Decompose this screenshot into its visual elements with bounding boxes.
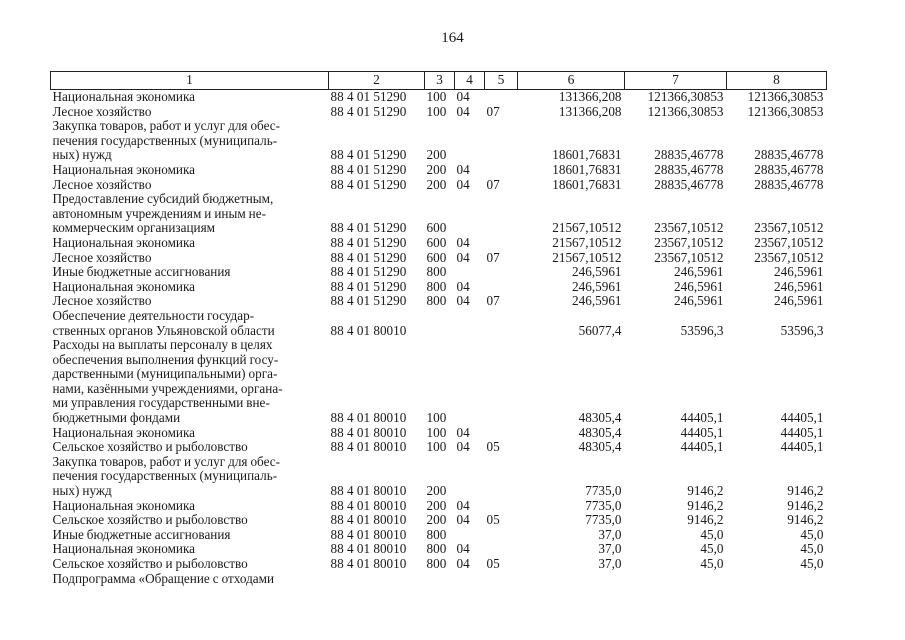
cell-amount-col7: 28835,46778 (654, 176, 724, 192)
cell-subsection (485, 236, 518, 251)
budget-table (50, 71, 827, 586)
item-name-line: Национальная экономика (52, 497, 196, 513)
cell-amount-col8: 28835,46778 (754, 161, 824, 177)
cell-amount-col7: 23567,10512 (654, 234, 724, 250)
cell-expense-type: 200 (426, 147, 447, 163)
cell-section: 04 (456, 512, 470, 528)
item-name-line: Сельское хозяйство и рыболовство (52, 556, 248, 571)
cell-item-name (51, 440, 329, 455)
cell-expense-type: 100 (426, 410, 447, 426)
table-row (51, 280, 827, 295)
cell-amount-col7: 44405,1 (680, 439, 724, 455)
cell-section (455, 192, 485, 236)
column-header-1: 1 (51, 72, 329, 90)
item-name-line: Сельское хозяйство и рыболовство (52, 512, 248, 528)
cell-section (455, 309, 485, 338)
cell-expense-type: 100 (426, 424, 447, 440)
cell-subsection: 07 (486, 293, 500, 309)
cell-target-code: 88 4 01 51290 (330, 264, 407, 280)
cell-item-name (51, 294, 329, 309)
cell-amount-col6: 246,5961 (572, 264, 622, 280)
cell-amount-col6: 7735,0 (585, 483, 622, 499)
table-row (51, 105, 827, 120)
cell-subsection: 07 (486, 103, 500, 119)
cell-target-code: 88 4 01 51290 (330, 293, 407, 309)
cell-amount-col7: 9146,2 (687, 497, 724, 513)
table-row (51, 90, 827, 105)
table-row (51, 528, 827, 543)
cell-amount-col6: 37,0 (598, 526, 622, 542)
cell-subsection (485, 192, 518, 236)
cell-target-code: 88 4 01 80010 (330, 410, 407, 426)
cell-amount-col6: 56077,4 (578, 322, 622, 338)
cell-target-code: 88 4 01 80010 (330, 512, 407, 528)
table-row (51, 309, 827, 338)
cell-subsection: 05 (486, 512, 500, 528)
cell-amount-col7: 53596,3 (680, 322, 724, 338)
cell-amount-col7: 44405,1 (680, 424, 724, 440)
table-row (51, 426, 827, 441)
cell-amount-col7: 44405,1 (680, 410, 724, 426)
cell-section: 04 (456, 424, 470, 440)
item-name-line: Сельское хозяйство и рыболовство (52, 439, 248, 455)
item-name-line: печения государственных (муниципаль- (52, 468, 278, 484)
cell-amount-col6 (518, 572, 625, 587)
cell-expense-type: 200 (426, 176, 447, 192)
cell-item-name (51, 105, 329, 120)
cell-amount-col7: 28835,46778 (654, 147, 724, 163)
cell-section: 04 (456, 89, 470, 104)
cell-expense-type: 800 (426, 541, 447, 557)
cell-item-name (51, 499, 329, 514)
table-body (51, 90, 827, 587)
cell-item-name (51, 236, 329, 251)
cell-subsection: 07 (486, 249, 500, 265)
table-row (51, 440, 827, 455)
item-name-line: Лесное хозяйство (52, 249, 152, 265)
column-header-6: 6 (518, 72, 625, 90)
cell-target-code: 88 4 01 51290 (330, 147, 407, 163)
cell-amount-col7: 9146,2 (687, 483, 724, 499)
cell-subsection (485, 528, 518, 543)
cell-amount-col8: 44405,1 (780, 410, 824, 426)
cell-amount-col6: 131366,208 (558, 89, 622, 104)
cell-target-code: 88 4 01 51290 (330, 249, 407, 265)
cell-section: 04 (456, 439, 470, 455)
cell-item-name (51, 338, 329, 426)
cell-item-name (51, 251, 329, 266)
cell-expense-type: 800 (426, 526, 447, 542)
cell-item-name (51, 90, 329, 105)
cell-item-name (51, 528, 329, 543)
cell-subsection: 05 (486, 439, 500, 455)
cell-amount-col6: 18601,76831 (552, 176, 622, 192)
item-name-line: Национальная экономика (52, 161, 196, 177)
column-header-5: 5 (485, 72, 518, 90)
item-name-line: Национальная экономика (52, 278, 196, 294)
item-name-line: печения государственных (муниципаль- (52, 132, 278, 148)
cell-section: 04 (456, 103, 470, 119)
cell-expense-type: 200 (426, 161, 447, 177)
cell-amount-col8: 246,5961 (774, 264, 824, 280)
cell-item-name (51, 513, 329, 528)
cell-item-name (51, 542, 329, 557)
column-header-8: 8 (727, 72, 827, 90)
cell-section: 04 (456, 176, 470, 192)
cell-target-code: 88 4 01 80010 (330, 483, 407, 499)
table-row (51, 513, 827, 528)
cell-amount-col8: 44405,1 (780, 439, 824, 455)
cell-amount-col8: 9146,2 (787, 483, 824, 499)
cell-amount-col8: 28835,46778 (754, 147, 824, 163)
cell-section: 04 (456, 249, 470, 265)
cell-amount-col6: 21567,10512 (552, 234, 622, 250)
cell-amount-col8: 45,0 (800, 556, 824, 571)
cell-amount-col8: 23567,10512 (754, 220, 824, 236)
table-row (51, 499, 827, 514)
cell-expense-type: 200 (426, 483, 447, 499)
page-number: 164 (441, 30, 464, 46)
cell-subsection (485, 426, 518, 441)
cell-target-code: 88 4 01 51290 (330, 176, 407, 192)
cell-section (455, 119, 485, 163)
cell-expense-type: 600 (426, 249, 447, 265)
cell-amount-col8: 23567,10512 (754, 249, 824, 265)
item-name-line: дарственными (муниципальными) орга- (52, 366, 278, 382)
cell-section: 04 (456, 293, 470, 309)
cell-amount-col7: 121366,30853 (647, 103, 724, 119)
cell-target-code: 88 4 01 51290 (330, 161, 407, 177)
table-row (51, 265, 827, 280)
cell-amount-col8: 9146,2 (787, 512, 824, 528)
cell-section (455, 265, 485, 280)
cell-amount-col7: 9146,2 (687, 512, 724, 528)
table-row (51, 236, 827, 251)
cell-amount-col6: 48305,4 (578, 424, 622, 440)
cell-subsection (485, 499, 518, 514)
column-header-7: 7 (625, 72, 727, 90)
cell-amount-col8: 23567,10512 (754, 234, 824, 250)
cell-amount-col7: 28835,46778 (654, 161, 724, 177)
cell-amount-col6: 7735,0 (585, 512, 622, 528)
item-name-line: Обеспечение деятельности государ- (52, 307, 255, 323)
cell-subsection (485, 280, 518, 295)
cell-target-code: 88 4 01 51290 (330, 234, 407, 250)
cell-amount-col6: 21567,10512 (552, 249, 622, 265)
item-name-line: ных) нужд (52, 483, 112, 499)
cell-subsection (485, 309, 518, 338)
cell-amount-col7: 45,0 (700, 526, 724, 542)
cell-section: 04 (456, 556, 470, 571)
cell-subsection (485, 542, 518, 557)
cell-amount-col8: 28835,46778 (754, 176, 824, 192)
cell-amount-col6: 37,0 (598, 541, 622, 557)
cell-target-code (329, 572, 425, 587)
cell-item-name (51, 309, 329, 338)
cell-target-code: 88 4 01 51290 (330, 278, 407, 294)
cell-amount-col6: 7735,0 (585, 497, 622, 513)
item-name-line: ственных органов Ульяновской области (52, 322, 275, 338)
cell-target-code: 88 4 01 80010 (330, 526, 407, 542)
cell-expense-type: 800 (426, 556, 447, 571)
cell-section: 04 (456, 497, 470, 513)
cell-target-code: 88 4 01 80010 (330, 556, 407, 571)
cell-subsection (485, 90, 518, 105)
cell-amount-col7: 45,0 (700, 556, 724, 571)
cell-expense-type: 100 (426, 439, 447, 455)
item-name-line: Национальная экономика (52, 424, 196, 440)
cell-amount-col7: 246,5961 (674, 293, 724, 309)
cell-item-name (51, 572, 329, 587)
item-name-line: Подпрограмма «Обращение с отходами (52, 570, 275, 586)
table-row (51, 178, 827, 193)
cell-target-code: 88 4 01 51290 (330, 89, 407, 104)
cell-expense-type: 100 (426, 89, 447, 104)
item-name-line: Лесное хозяйство (52, 293, 152, 309)
cell-subsection (485, 119, 518, 163)
item-name-line: ми управления государственными вне- (52, 395, 270, 411)
cell-amount-col7: 121366,30853 (647, 89, 724, 104)
cell-expense-type (425, 309, 455, 338)
cell-item-name (51, 163, 329, 178)
header-row (51, 72, 827, 90)
cell-section (455, 528, 485, 543)
cell-section: 04 (456, 161, 470, 177)
table-row (51, 119, 827, 163)
cell-section (455, 338, 485, 426)
cell-subsection (485, 338, 518, 426)
item-name-line: нами, казёнными учреждениями, органа- (52, 380, 283, 396)
cell-amount-col6: 18601,76831 (552, 161, 622, 177)
cell-amount-col6: 246,5961 (572, 293, 622, 309)
column-header-4: 4 (455, 72, 485, 90)
cell-item-name (51, 455, 329, 499)
table-row (51, 572, 827, 587)
cell-section: 04 (456, 234, 470, 250)
cell-expense-type: 600 (426, 220, 447, 236)
cell-section: 04 (456, 541, 470, 557)
cell-amount-col8: 246,5961 (774, 293, 824, 309)
cell-amount-col6: 246,5961 (572, 278, 622, 294)
table-row (51, 557, 827, 572)
cell-subsection: 05 (486, 556, 500, 571)
cell-amount-col8: 53596,3 (780, 322, 824, 338)
cell-section (455, 572, 485, 587)
cell-section: 04 (456, 278, 470, 294)
item-name-line: Лесное хозяйство (52, 176, 152, 192)
cell-amount-col6: 48305,4 (578, 439, 622, 455)
cell-item-name (51, 557, 329, 572)
cell-target-code: 88 4 01 80010 (330, 424, 407, 440)
cell-amount-col8 (727, 572, 827, 587)
table-row (51, 294, 827, 309)
cell-expense-type: 200 (426, 497, 447, 513)
cell-item-name (51, 280, 329, 295)
table-row (51, 192, 827, 236)
cell-amount-col8: 246,5961 (774, 278, 824, 294)
cell-target-code: 88 4 01 80010 (330, 322, 407, 338)
cell-amount-col8: 9146,2 (787, 497, 824, 513)
cell-subsection: 07 (486, 176, 500, 192)
cell-expense-type: 600 (426, 234, 447, 250)
cell-expense-type: 100 (426, 103, 447, 119)
item-name-line: Закупка товаров, работ и услуг для обес- (52, 118, 281, 134)
cell-item-name (51, 192, 329, 236)
cell-amount-col8: 121366,30853 (747, 103, 824, 119)
cell-section (455, 455, 485, 499)
item-name-line: Расходы на выплаты персоналу в целях (52, 337, 273, 353)
cell-amount-col6: 18601,76831 (552, 147, 622, 163)
cell-amount-col8: 45,0 (800, 541, 824, 557)
item-name-line: обеспечения выполнения функций госу- (52, 351, 279, 367)
cell-amount-col8: 44405,1 (780, 424, 824, 440)
cell-amount-col7 (625, 572, 727, 587)
cell-item-name (51, 426, 329, 441)
table-row (51, 251, 827, 266)
column-header-3: 3 (425, 72, 455, 90)
item-name-line: Предоставление субсидий бюджетным, (52, 191, 274, 207)
cell-expense-type: 200 (426, 512, 447, 528)
table-row (51, 455, 827, 499)
column-header-2: 2 (329, 72, 425, 90)
cell-expense-type: 800 (426, 278, 447, 294)
cell-subsection (485, 163, 518, 178)
cell-amount-col7: 246,5961 (674, 264, 724, 280)
cell-expense-type: 800 (426, 293, 447, 309)
cell-subsection (485, 455, 518, 499)
cell-target-code: 88 4 01 51290 (330, 220, 407, 236)
cell-target-code: 88 4 01 80010 (330, 439, 407, 455)
cell-amount-col6: 48305,4 (578, 410, 622, 426)
cell-target-code: 88 4 01 80010 (330, 497, 407, 513)
table-row (51, 338, 827, 426)
cell-item-name (51, 178, 329, 193)
cell-amount-col8: 121366,30853 (747, 89, 824, 104)
item-name-line: Иные бюджетные ассигнования (52, 526, 231, 542)
cell-target-code: 88 4 01 80010 (330, 541, 407, 557)
cell-amount-col7: 23567,10512 (654, 249, 724, 265)
item-name-line: Национальная экономика (52, 541, 196, 557)
table-row (51, 163, 827, 178)
cell-amount-col6: 131366,208 (558, 103, 622, 119)
cell-subsection (485, 265, 518, 280)
item-name-line: Иные бюджетные ассигнования (52, 264, 231, 280)
item-name-line: Национальная экономика (52, 234, 196, 250)
cell-expense-type (425, 572, 455, 587)
item-name-line: Национальная экономика (52, 89, 196, 104)
cell-expense-type: 800 (426, 264, 447, 280)
cell-amount-col7: 23567,10512 (654, 220, 724, 236)
cell-amount-col7: 246,5961 (674, 278, 724, 294)
cell-item-name (51, 265, 329, 280)
item-name-line: Лесное хозяйство (52, 103, 152, 119)
cell-amount-col6: 21567,10512 (552, 220, 622, 236)
cell-target-code: 88 4 01 51290 (330, 103, 407, 119)
item-name-line: ных) нужд (52, 147, 112, 163)
cell-item-name (51, 119, 329, 163)
item-name-line: автономным учреждениям и иным не- (52, 205, 266, 221)
item-name-line: коммерческим организациям (52, 220, 216, 236)
cell-amount-col8: 45,0 (800, 526, 824, 542)
cell-amount-col6: 37,0 (598, 556, 622, 571)
item-name-line: бюджетными фондами (52, 410, 181, 426)
cell-subsection (485, 572, 518, 587)
item-name-line: Закупка товаров, работ и услуг для обес- (52, 453, 281, 469)
cell-amount-col7: 45,0 (700, 541, 724, 557)
table-header (51, 72, 827, 90)
table-row (51, 542, 827, 557)
